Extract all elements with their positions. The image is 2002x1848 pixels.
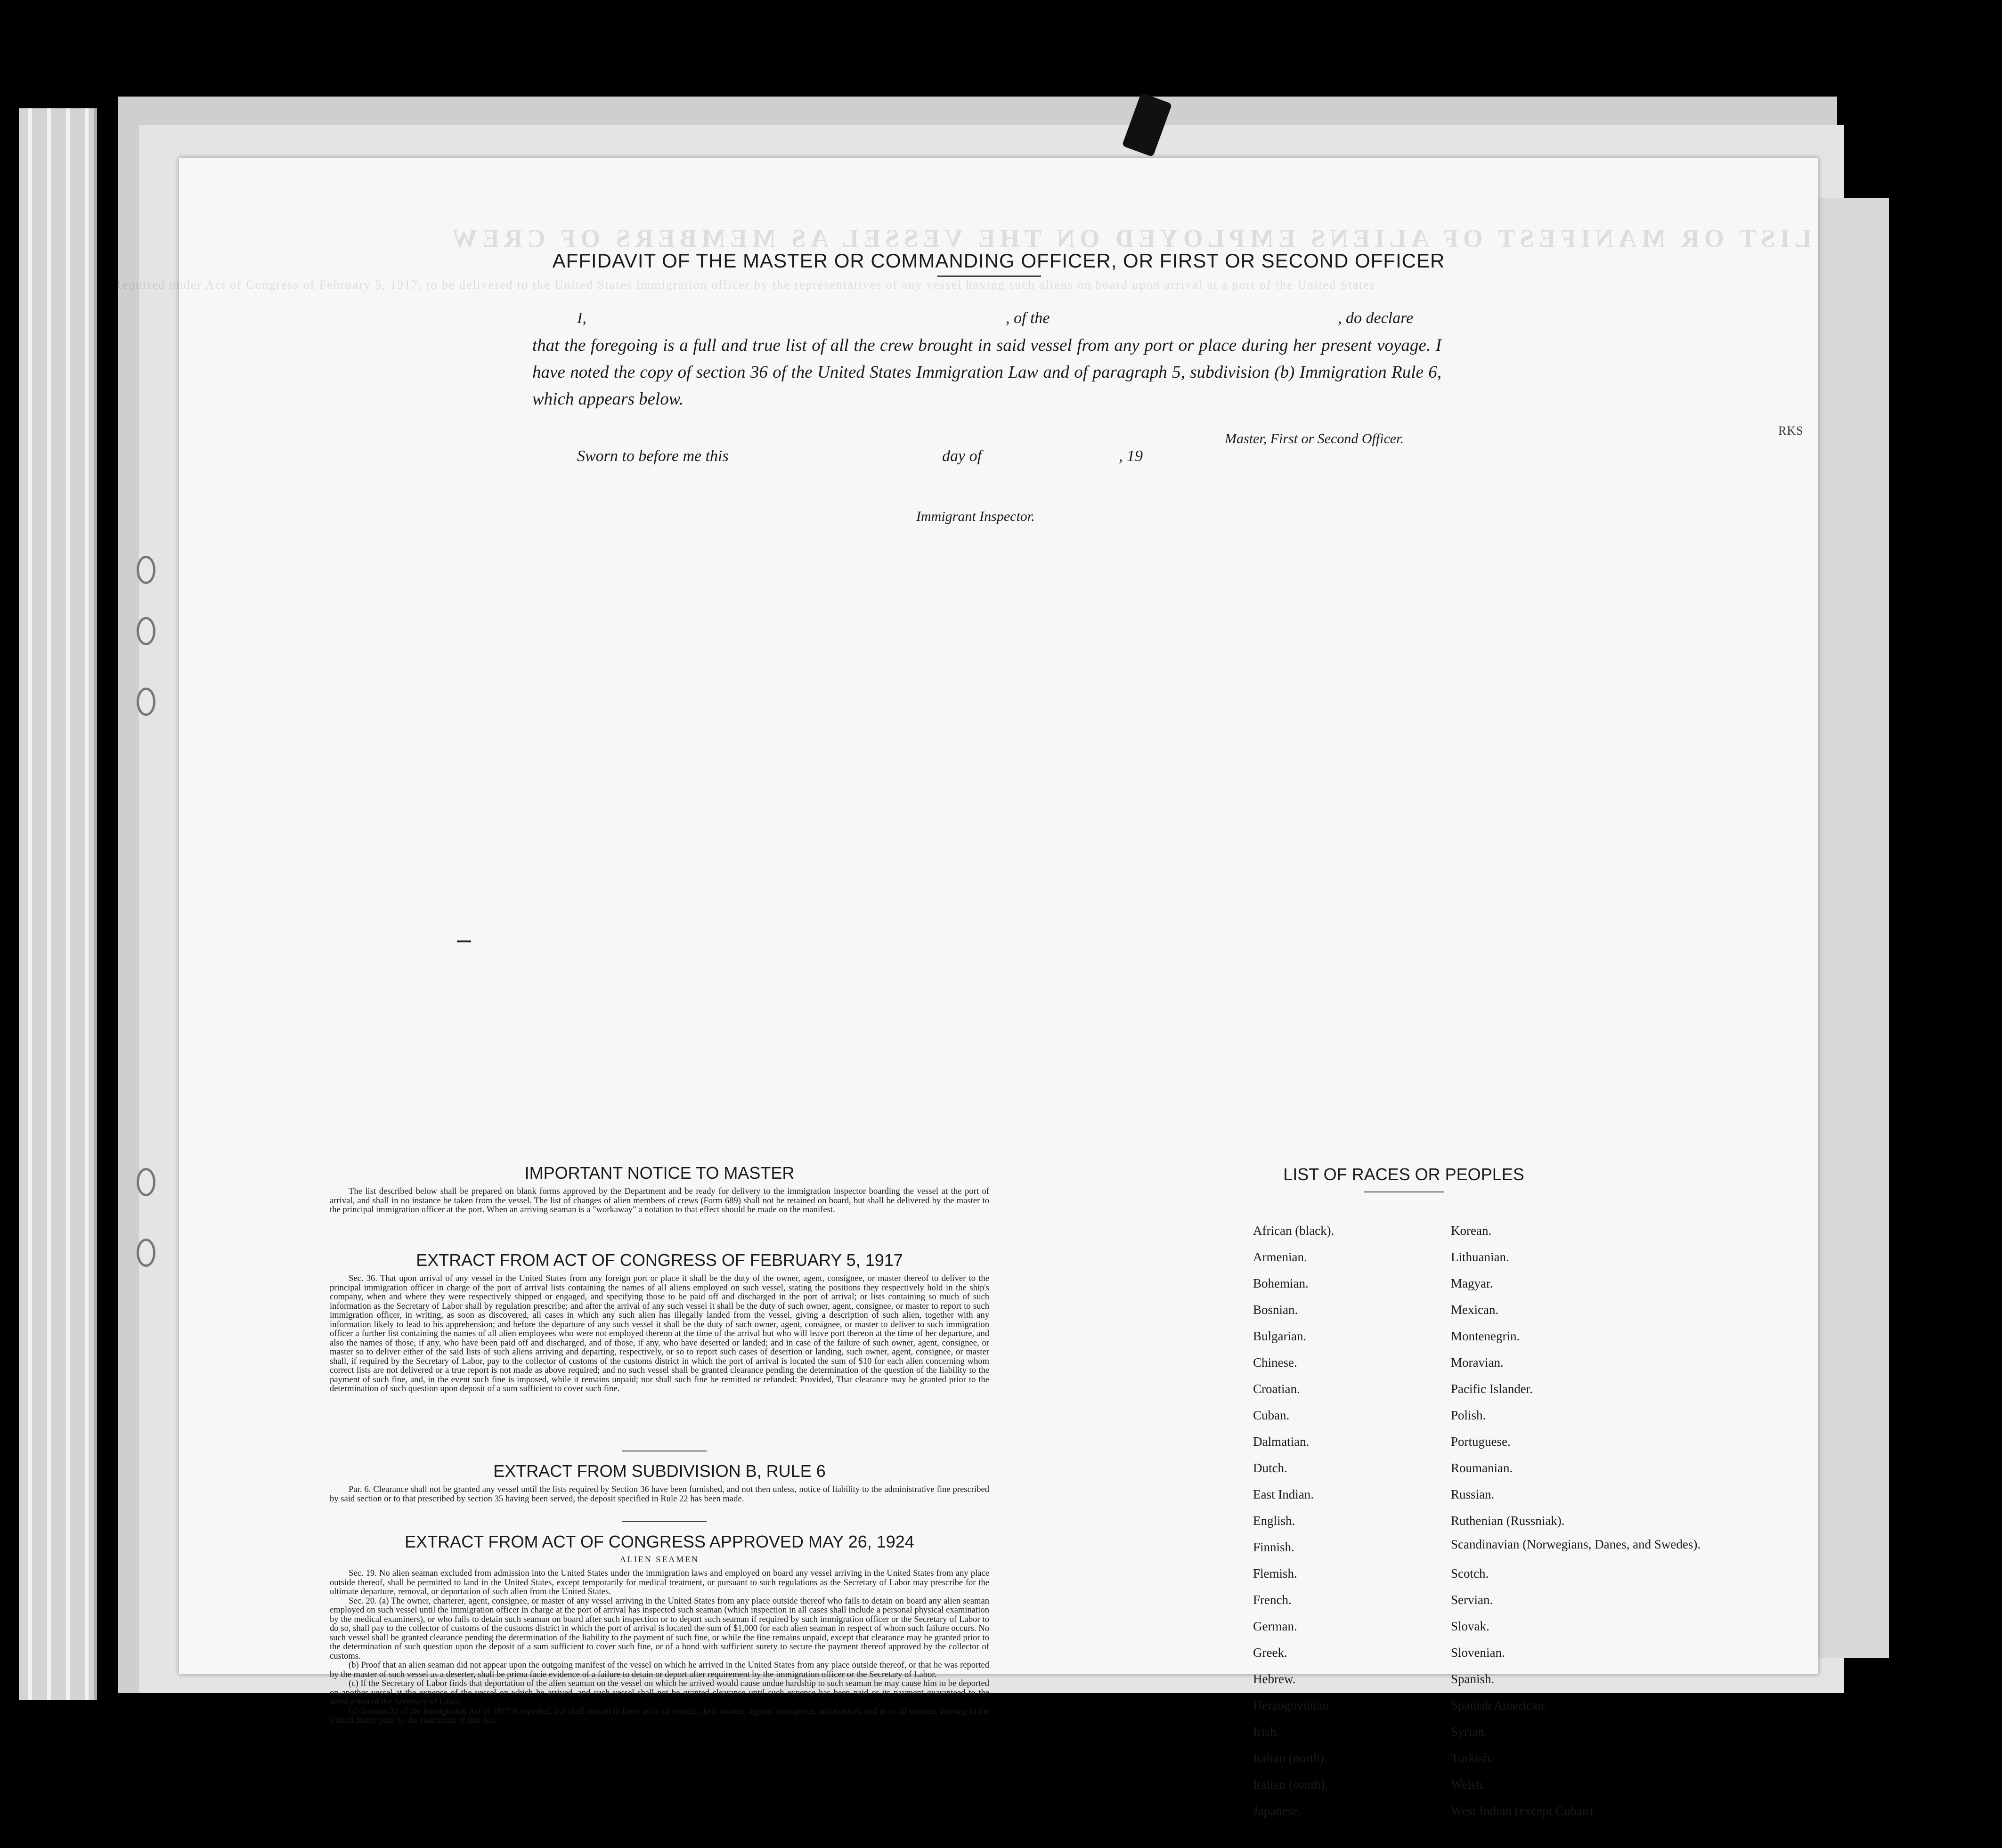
affidavit-i: I,: [577, 309, 586, 327]
notice-text: [330, 1187, 989, 1215]
year-label: , 19: [1119, 447, 1143, 465]
races-left-column: [1253, 1217, 1334, 1824]
affidavit-declare: , do declare: [1338, 309, 1414, 327]
race-item: German.: [1253, 1619, 1297, 1633]
notice-paragraph: The list described below shall be prepared on blank forms approved by the Department and be ready for delivery to the immigration inspector boarding the vessel at the port of arrival, and shall in no instance be taken from the vessel. The list of changes of alien members of crews (Form 689) shall not be retained on board, but shall be delivered by the master to the principal immigration officer at the port. When an arriving seaman is a "workaway" a notation to that effect should be made on the manifest.: [330, 1186, 989, 1215]
extract-1924-sec20b: (b) Proof that an alien seaman did not appear upon the outgoing manifest of the vessel on which he arrived in the United States from any place outside thereof, or that he was reported by the master of such vessel as a deserter, shall be prima facie evidence of a failure to detain or deport after requirement by the immigration officer or the Secretary of Labor.: [330, 1660, 989, 1679]
race-item: West Indian (except Cuban).: [1451, 1804, 1596, 1818]
races-title-rule: [1364, 1191, 1444, 1192]
show-through-fragment: RKS: [1778, 424, 1804, 438]
race-item: Ruthenian (Russniak).: [1451, 1514, 1565, 1528]
extract-1924-title: EXTRACT FROM ACT OF CONGRESS APPROVED MAY 26, 1924: [405, 1532, 914, 1551]
extract-1924-sec20d: (d) Section 32 of the Immigration Act of 1917 is repealed, but shall remain in force as to all vessels, their owners, agents, consignees, and masters, and as to all seamen, arriving in the United States prior to the enactment of this Act.: [330, 1706, 989, 1725]
extract-1917-text: [330, 1274, 989, 1394]
race-item: Slovak.: [1451, 1619, 1489, 1633]
races-right-column: [1451, 1217, 1701, 1824]
race-item: Bosnian.: [1253, 1303, 1298, 1317]
manifest-back-page: [113, 158, 1818, 1818]
title-rule: [937, 276, 1041, 277]
race-item: Bulgarian.: [1253, 1329, 1307, 1343]
race-item: Pacific Islander.: [1451, 1382, 1533, 1396]
punch-hole: [137, 1168, 155, 1196]
extract-rule6-paragraph: Par. 6. Clearance shall not be granted any vessel until the lists required by Section 36 have been furnished, and not then unless, notice of liability to the administrative fine prescribed by said section or to that prescribed by section 35 having been served, the deposit specified in Rule 22 has been made.: [330, 1484, 989, 1504]
race-item: Russian.: [1451, 1487, 1495, 1501]
extract-1924-sec20c: (c) If the Secretary of Labor finds that deportation of the alien seaman on the vessel on which he arrived would cause undue hardship to such seaman he may cause him to be deported on another vessel at the expense of the vessel on which he arrived, and such vessel shall not be granted clearance until such expense has been paid or its payment guaranteed to the satisfaction of the Secretary of Labor.: [330, 1678, 989, 1707]
show-through-title: LIST OR MANIFEST OF ALIENS EMPLOYED ON THE VESSEL AS MEMBERS OF CREW: [448, 224, 1812, 252]
race-item: Servian.: [1451, 1593, 1493, 1607]
race-item: Spanish.: [1451, 1672, 1495, 1686]
extract-1924-sec19: Sec. 19. No alien seaman excluded from admission into the United States under the immigration laws and employed on board any vessel arriving in the United States from any place outside thereof, shall be permitted to land in the United States, except temporarily for medical treatment, or pursuant to such regulations as the Secretary of Labor may prescribe for the ultimate departure, removal, or deportation of such alien from the United States.: [330, 1568, 989, 1597]
race-item: Mexican.: [1451, 1303, 1499, 1317]
race-item: Dalmatian.: [1253, 1435, 1310, 1449]
notice-title: IMPORTANT NOTICE TO MASTER: [524, 1163, 795, 1183]
section-rule: [622, 1521, 707, 1522]
race-item: Welsh.: [1451, 1777, 1486, 1791]
affidavit-title: AFFIDAVIT OF THE MASTER OR COMMANDING OFFICER, OR FIRST OR SECOND OFFICER: [552, 250, 1445, 272]
race-item: English.: [1253, 1514, 1295, 1528]
race-item: Montenegrin.: [1451, 1329, 1520, 1343]
race-item: Japanese.: [1253, 1804, 1302, 1818]
race-item: Croatian.: [1253, 1382, 1300, 1396]
extract-rule6-title: EXTRACT FROM SUBDIVISION B, RULE 6: [493, 1461, 826, 1481]
master-signature-label: Master, First or Second Officer.: [1225, 431, 1404, 446]
underlying-sheet-edge: [1818, 198, 1889, 1658]
race-item: Dutch.: [1253, 1461, 1287, 1475]
affidavit-of-the: , of the: [1006, 309, 1050, 327]
inspector-label: Immigrant Inspector.: [916, 509, 1035, 524]
race-item: Bohemian.: [1253, 1276, 1309, 1290]
race-item: Herzogovinian.: [1253, 1698, 1332, 1712]
race-item: Greek.: [1253, 1645, 1287, 1660]
extract-1924-sec20a: Sec. 20. (a) The owner, charterer, agent, consignee, or master of any vessel arriving in the United States from any place outside thereof who fails to detain on board any alien seaman employed on such vessel until the immigration officer in charge at the port of arrival has inspected such seaman (which inspection in all cases shall include a personal physical examination by the medical examiners), or who fails to detain such seaman on board after such inspection or to deport such seaman if required by such immigration officer or the Secretary of Labor to do so, shall pay to the collector of customs of the customs district in which the port of arrival is located the sum of $1,000 for each alien seaman in respect of whom such failure occurs. No such vessel shall be granted clearance pending the determination of the liability to the payment of such fine, or while the fine remains unpaid, except that clearance may be granted prior to the determination of such question upon the deposit of a sum sufficient to cover such fine, or of a bond with sufficient surety to secure the payment thereof approved by the collector of customs.: [330, 1596, 989, 1661]
sworn-label: Sworn to before me this: [577, 447, 729, 465]
punch-hole: [137, 556, 155, 584]
ink-speck: [457, 940, 471, 942]
race-item: Irish.: [1253, 1725, 1280, 1739]
race-item: Finnish.: [1253, 1540, 1294, 1554]
affidavit-body: that the foregoing is a full and true list of all the crew brought in said vessel from any port or place during her present voyage. I have noted the copy of section 36 of the United States Immigration Law and of paragraph 5, subdivision (b) Immigration Rule 6, which appears below.: [532, 336, 1441, 409]
race-item: Roumanian.: [1451, 1461, 1513, 1475]
extract-1917-paragraph: Sec. 36. That upon arrival of any vessel in the United States from any foreign port or place it shall be the duty of the owner, agent, consignee, or master thereof to deliver to the principal immigration officer in charge of the port of arrival lists containing the names of all aliens employed on such vessel, stating the positions they respectively hold in the ship's company, when and where they were respectively shipped or engaged, and specifying those to be paid off and discharged in the port of arrival; or lists containing so much of such information as the Secretary of Labor shall by regulation prescribe; and after the arrival of any such vessel it shall be the duty of such owner, agent, consignee, or master to report to such immigration officer, in writing, as soon as discovered, all cases in which any such alien has illegally landed from the vessel, giving a description of such alien, together with any information likely to lead to his apprehension; and before the departure of any such vessel it shall be the duty of such owner, agent, consignee, or master to deliver to such immigration officer a further list containing the names of all alien employees who were not employed thereon at the time of the arrival but who will leave port thereon at the time of her departure, and also the names of those, if any, who have been paid off and discharged, and of those, if any, who have deserted or landed; and in case of the failure of such owner, agent, consignee, or master so to deliver either of the said lists of such aliens arriving and departing, respectively, or so to report such cases of desertion or landing, such owner, agent, consignee, or master shall, if required by the Secretary of Labor, pay to the collector of customs of the customs district in which the port of arrival is located the sum of $10 for each alien concerning whom correct lists are not delivered or a true report is not made as above required; and no such vessel shall be granted clearance pending the determination of the question of the liability to the payment of such fine, and, in the event such fine is imposed, while it remains unpaid; nor shall such fine be remitted or refunded: Provided, That clearance may be granted prior to the determination of such question upon deposit of a sum sufficient to cover such fine.: [330, 1273, 989, 1394]
race-item: Magyar.: [1451, 1276, 1493, 1290]
extract-1917-title: EXTRACT FROM ACT OF CONGRESS OF FEBRUARY 5, 1917: [416, 1250, 903, 1270]
race-item: Armenian.: [1253, 1250, 1307, 1264]
race-item: Chinese.: [1253, 1355, 1297, 1370]
binder-left-edge: [19, 108, 97, 1700]
race-item: African (black).: [1253, 1224, 1335, 1238]
race-item: Scandinavian (Norwegians, Danes, and Swedes).: [1451, 1537, 1701, 1551]
race-item: Hebrew.: [1253, 1672, 1296, 1686]
race-item: Korean.: [1451, 1224, 1492, 1238]
race-item: Flemish.: [1253, 1566, 1297, 1581]
punch-hole: [137, 688, 155, 716]
race-item: Italian (north).: [1253, 1751, 1327, 1765]
race-item: French.: [1253, 1593, 1292, 1607]
races-title: LIST OF RACES OR PEOPLES: [1283, 1165, 1524, 1184]
race-item: Cuban.: [1253, 1408, 1290, 1422]
race-item: Spanish American.: [1451, 1698, 1547, 1712]
day-of-label: day of: [942, 447, 982, 465]
race-item: Slovenian.: [1451, 1645, 1505, 1660]
race-item: Polish.: [1451, 1408, 1486, 1422]
race-item: Lithuanian.: [1451, 1250, 1509, 1264]
race-item: Portuguese.: [1451, 1435, 1511, 1449]
race-item: Syrian.: [1451, 1725, 1488, 1739]
show-through-subtitle: Required under Act of Congress of February 5, 1917, to be delivered to the United States immigration officer by the representatives of any vessel having such aliens on board upon arrival at a port of the United States: [113, 278, 1375, 292]
alien-seamen-label: ALIEN SEAMEN: [619, 1555, 700, 1564]
race-item: Turkish.: [1451, 1751, 1493, 1765]
extract-1924-text: [330, 1569, 989, 1725]
punch-hole: [137, 1239, 155, 1267]
race-item: Scotch.: [1451, 1566, 1489, 1581]
extract-rule6-text: [330, 1485, 989, 1503]
race-item: Italian (south).: [1253, 1777, 1328, 1791]
race-item: Moravian.: [1451, 1355, 1504, 1370]
race-item: East Indian.: [1253, 1487, 1314, 1501]
punch-hole: [137, 617, 155, 645]
